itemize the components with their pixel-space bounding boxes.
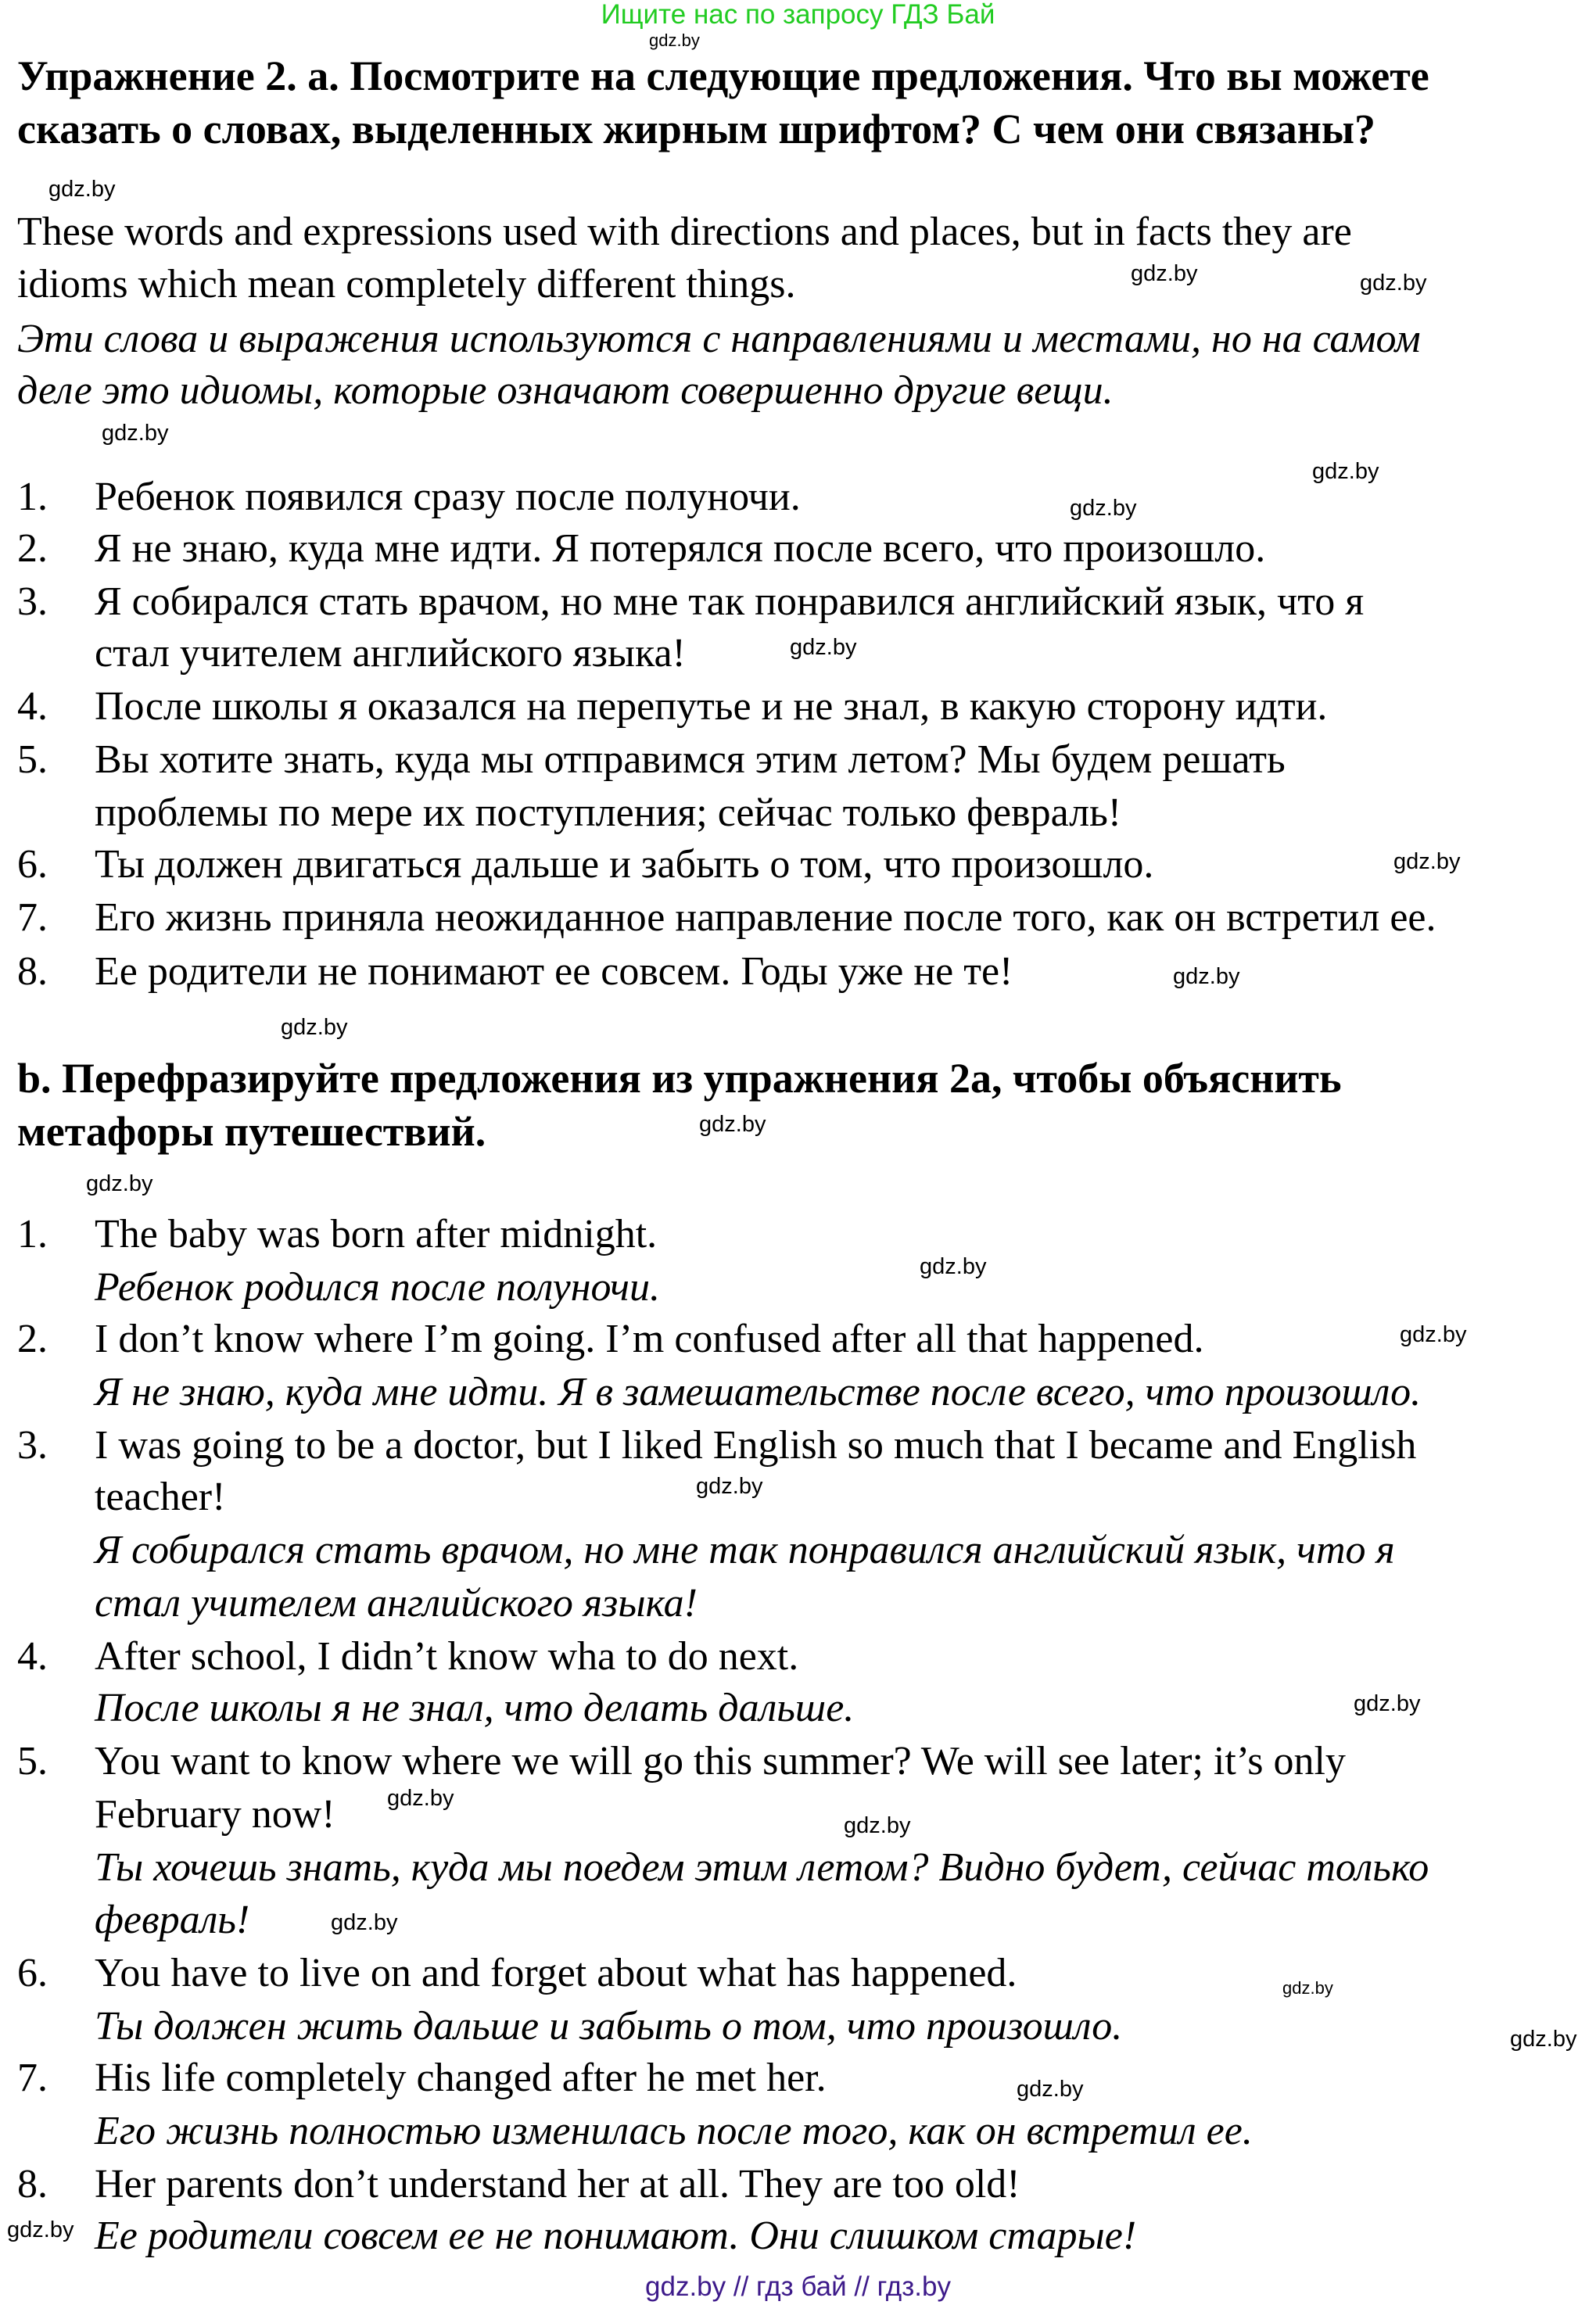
list-number: 6.	[17, 842, 48, 887]
watermark: gdz.by	[1400, 1322, 1467, 1347]
list-item-english: Her parents don’t understand her at all. They are too old!	[95, 2162, 1020, 2206]
section-b-heading-line: метафоры путешествий.	[17, 1108, 486, 1155]
watermark: gdz.by	[1070, 496, 1137, 521]
list-item-english: The baby was born after midnight.	[95, 1212, 658, 1256]
list-item-translation: Ребенок родился после полуночи.	[95, 1265, 660, 1310]
list-number: 1.	[17, 1212, 48, 1256]
watermark: gdz.by	[696, 1474, 763, 1499]
list-number: 5.	[17, 737, 48, 782]
list-item-english: You want to know where we will go this summer? We will see later; it’s only	[95, 1739, 1346, 1783]
exercise-heading-line: сказать о словах, выделенных жирным шрифтом? С чем они связаны?	[17, 106, 1376, 152]
watermark: gdz.by	[86, 1171, 153, 1196]
watermark: gdz.by	[1312, 459, 1379, 484]
list-number: 8.	[17, 2162, 48, 2206]
list-item: Его жизнь приняла неожиданное направление после того, как он встретил ее.	[95, 895, 1436, 940]
watermark: gdz.by	[1017, 2077, 1084, 2102]
list-item-translation: Ее родители совсем ее не понимают. Они слишком старые!	[95, 2214, 1137, 2258]
exercise-heading-line: Упражнение 2. а. Посмотрите на следующие предложения. Что вы можете	[17, 52, 1429, 99]
watermark: gdz.by	[281, 1015, 348, 1040]
watermark: gdz.by	[699, 1112, 766, 1137]
list-item-english: You have to live on and forget about what has happened.	[95, 1951, 1017, 1995]
watermark: gdz.by	[331, 1910, 398, 1935]
list-number: 3.	[17, 1423, 48, 1468]
watermark: gdz.by	[1131, 261, 1198, 286]
list-item: Ее родители не понимают ее совсем. Годы уже не те!	[95, 949, 1013, 994]
list-item: Я собирался стать врачом, но мне так понравился английский язык, что я	[95, 579, 1365, 624]
list-number: 7.	[17, 895, 48, 940]
list-number: 7.	[17, 2056, 48, 2100]
watermark: gdz.by	[1173, 964, 1240, 989]
list-number: 4.	[17, 1634, 48, 1679]
watermark: gdz.by	[1510, 2027, 1577, 2052]
list-item-translation: Я собирался стать врачом, но мне так понравился английский язык, что я	[95, 1528, 1395, 1572]
list-number: 1.	[17, 475, 48, 519]
list-item: Ребенок появился сразу после полуночи.	[95, 475, 801, 519]
answer-translation: Эти слова и выражения используются с направлениями и местами, но на самом	[17, 317, 1421, 361]
answer-text: idioms which mean completely different things.	[17, 262, 796, 306]
list-number: 4.	[17, 684, 48, 729]
list-item-english: February now!	[95, 1792, 335, 1837]
list-item-english: I was going to be a doctor, but I liked English so much that I became and English	[95, 1423, 1417, 1468]
watermark: gdz.by	[1354, 1691, 1421, 1716]
list-item-english: I don’t know where I’m going. I’m confused after all that happened.	[95, 1317, 1204, 1361]
search-banner[interactable]: Ищите нас по запросу ГДЗ Бай	[601, 0, 995, 30]
list-item: Ты должен двигаться дальше и забыть о том, что произошло.	[95, 842, 1154, 887]
watermark: gdz.by	[7, 2217, 74, 2242]
section-b-heading-line: b. Перефразируйте предложения из упражнения 2a, чтобы объяснить	[17, 1055, 1342, 1102]
answer-text: These words and expressions used with directions and places, but in facts they are	[17, 210, 1352, 254]
watermark: gdz.by	[102, 421, 169, 446]
watermark: gdz.by	[844, 1813, 911, 1838]
footer-links[interactable]: gdz.by // гдз бай // гдз.by	[645, 2271, 951, 2302]
list-item-english: His life completely changed after he met her.	[95, 2056, 827, 2100]
watermark: gdz.by	[48, 177, 116, 202]
list-item-translation: стал учителем английского языка!	[95, 1581, 698, 1626]
list-item-translation: Я не знаю, куда мне идти. Я в замешательстве после всего, что произошло.	[95, 1370, 1422, 1414]
list-item-english: teacher!	[95, 1475, 226, 1519]
watermark: gdz.by	[920, 1254, 987, 1279]
list-item: Вы хотите знать, куда мы отправимся этим летом? Мы будем решать	[95, 737, 1286, 782]
list-item: Я не знаю, куда мне идти. Я потерялся после всего, что произошло.	[95, 526, 1266, 571]
list-number: 3.	[17, 579, 48, 624]
watermark: gdz.by	[1393, 849, 1461, 874]
list-number: 8.	[17, 949, 48, 994]
list-item: После школы я оказался на перепутье и не знал, в какую сторону идти.	[95, 684, 1328, 729]
list-item-translation: После школы я не знал, что делать дальше.	[95, 1686, 855, 1730]
list-item: проблемы по мере их поступления; сейчас только февраль!	[95, 790, 1122, 835]
list-item-translation: февраль!	[95, 1898, 250, 1942]
watermark: gdz.by	[387, 1786, 454, 1811]
list-item-translation: Его жизнь полностью изменилась после того, как он встретил ее.	[95, 2109, 1253, 2153]
watermark: gdz.by	[1360, 271, 1427, 296]
watermark: gdz.by	[649, 30, 700, 50]
list-number: 2.	[17, 526, 48, 571]
list-item-translation: Ты хочешь знать, куда мы поедем этим летом? Видно будет, сейчас только	[95, 1845, 1429, 1890]
list-item-translation: Ты должен жить дальше и забыть о том, что произошло.	[95, 2004, 1123, 2049]
answer-translation: деле это идиомы, которые означают совершенно другие вещи.	[17, 368, 1114, 413]
list-number: 2.	[17, 1317, 48, 1361]
list-number: 6.	[17, 1951, 48, 1995]
watermark: gdz.by	[1282, 1978, 1333, 1998]
watermark: gdz.by	[790, 635, 857, 660]
list-item: стал учителем английского языка!	[95, 631, 686, 676]
list-number: 5.	[17, 1739, 48, 1783]
list-item-english: After school, I didn’t know wha to do next.	[95, 1634, 799, 1679]
